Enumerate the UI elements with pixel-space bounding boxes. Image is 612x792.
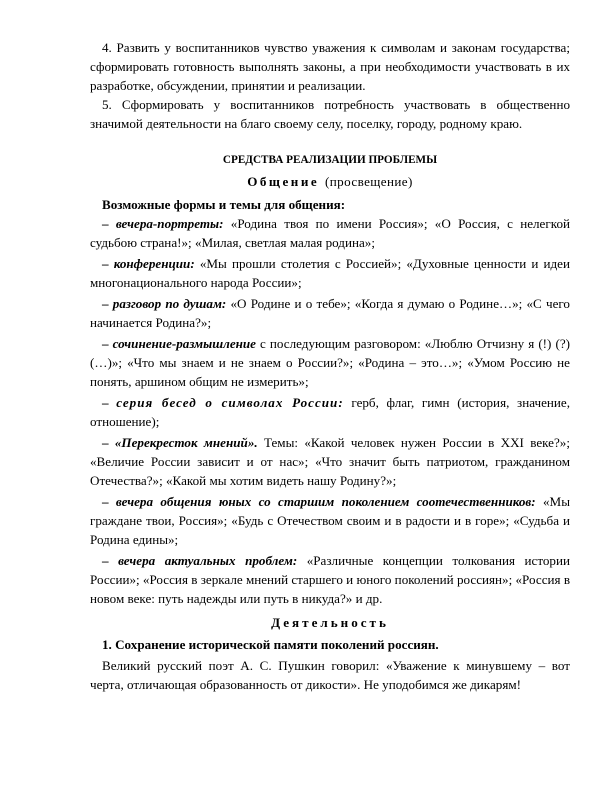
document-page (90, 38, 570, 694)
forms-heading: Возможные формы и темы для общения: (102, 197, 346, 212)
subsection-note: (просвещение) (324, 174, 413, 189)
form-dash: – (102, 256, 109, 271)
form-label: конференции: (113, 256, 195, 271)
form-item (90, 393, 570, 431)
form-dash: – (102, 216, 109, 231)
form-label: вечера-портреты: (115, 216, 224, 231)
activity-title: Деятельность (271, 615, 389, 630)
form-text: «Мы прошли столетия с Россией»; «Духовные ценности и идеи многонационального народа России»; (90, 256, 570, 290)
subsection-title-text: Общение (247, 174, 320, 189)
form-text: «О Родине и о тебе»; «Когда я думаю о Родине…»; «С чего начинается Родина?»; (90, 296, 570, 330)
form-item (90, 334, 570, 391)
form-text: «Различные концепции толкования истории России»; «Россия в зеркале мнений старшего и юного поколений россиян»; «Россия в новом веке: путь надежды или путь в никуда?» и др. (90, 553, 570, 606)
subsection-title (90, 172, 570, 191)
form-label: серия бесед о символах России: (116, 395, 344, 410)
form-text: «Родина твоя по имени Россия»; «О Россия, с нелегкой судьбою страна!»; «Милая, светлая малая родина»; (90, 216, 570, 250)
form-label: сочинение-размышление (112, 336, 256, 351)
form-label: «Перекресток мнений». (114, 435, 258, 450)
form-item (90, 254, 570, 292)
form-item (90, 433, 570, 490)
form-item (90, 294, 570, 332)
form-dash: – (102, 395, 109, 410)
form-item (90, 551, 570, 608)
form-label: вечера общения юных со старшим поколением соотечественников: (115, 494, 536, 509)
goal-item-4: 4. Развить у воспитанников чувство уважения к символам и законам государства; сформировать готовность выполнять законы, а при необходимости участвовать в их разработке, обсуждении, принятии и реализации. (90, 40, 570, 93)
form-dash: – (102, 435, 109, 450)
form-dash: – (102, 336, 109, 351)
form-label: разговор по душам: (112, 296, 227, 311)
form-text: с последующим разговором: «Люблю Отчизну я (!) (?) (…)»; «Что мы знаем и не знаем о России?»; «Родина – это…»; «Умом Россию не понять, аршином общим не измерить»; (90, 336, 570, 389)
form-item (90, 492, 570, 549)
form-text: «Мы граждане твои, Россия»; «Будь с Отечеством своим и в радости и в горе»; «Судьба и Родина едины»; (90, 494, 570, 547)
activity-item-heading: 1. Сохранение исторической памяти поколений россиян. (102, 637, 439, 652)
form-dash: – (102, 553, 109, 568)
form-dash: – (102, 296, 109, 311)
form-label: вечера актуальных проблем: (118, 553, 298, 568)
goal-item-5: 5. Сформировать у воспитанников потребность участвовать в общественно значимой деятельности на благо своему селу, поселку, городу, родному краю. (90, 97, 570, 131)
form-item (90, 214, 570, 252)
form-text: Темы: «Какой человек нужен России в XXI веке?»; «Величие России зависит и от нас»; «Что значит быть патриотом, гражданином Отечества?»; «Какой мы хотим видеть нашу Родину?»; (90, 435, 570, 488)
section-title: СРЕДСТВА РЕАЛИЗАЦИИ ПРОБЛЕМЫ (222, 154, 438, 166)
form-dash: – (102, 494, 109, 509)
form-text: герб, флаг, гимн (история, значение, отношение); (90, 395, 570, 429)
activity-paragraph: Великий русский поэт А. С. Пушкин говорил: «Уважение к минувшему – вот черта, отличающая образованность от дикости». Не уподобимся же дикарям! (90, 658, 570, 692)
